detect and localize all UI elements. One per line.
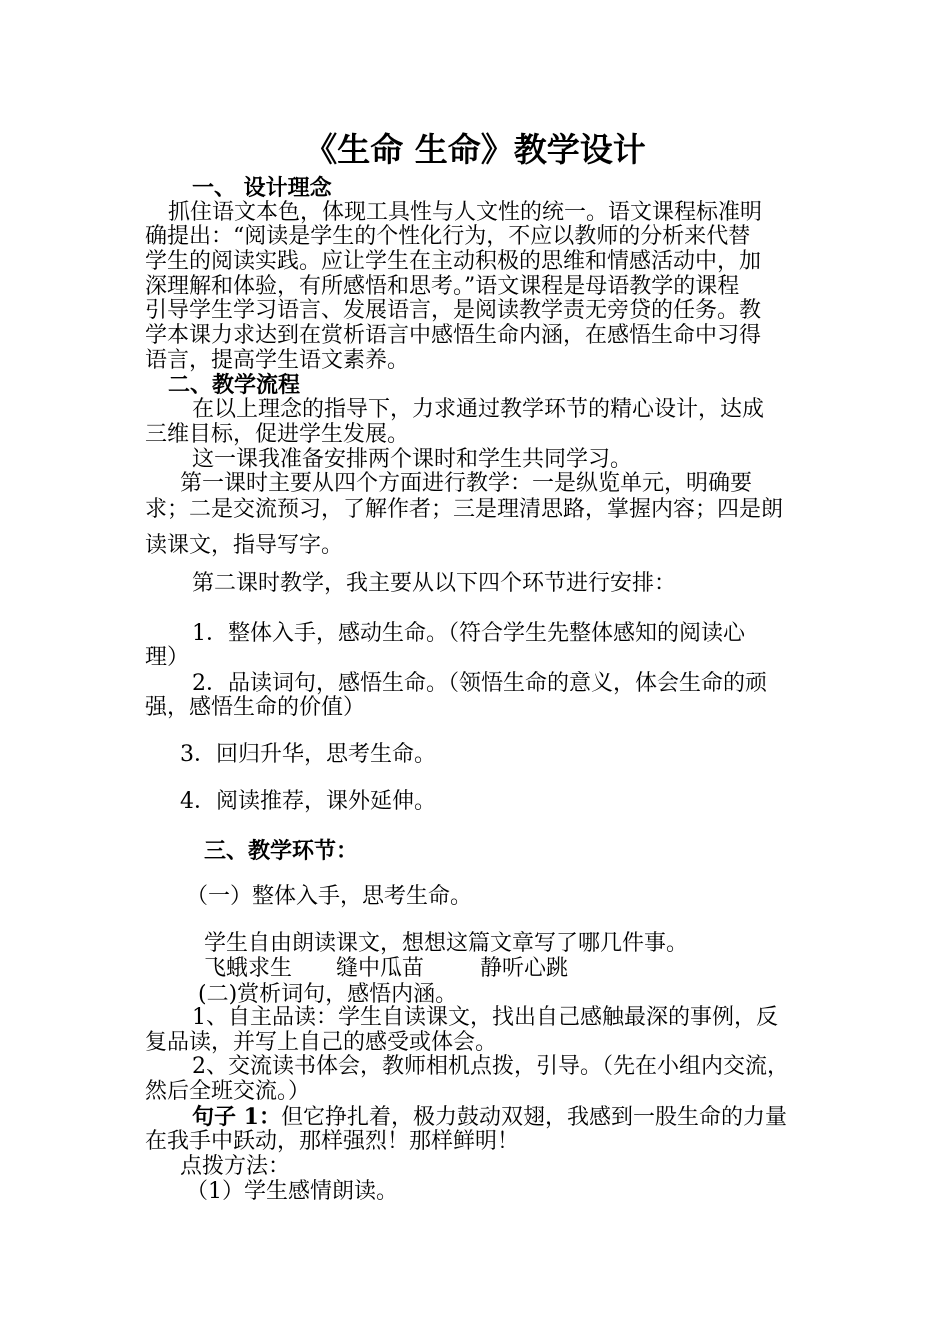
sentence-label: 句子 1： <box>192 1104 281 1130</box>
paragraph-line: 引导学生学习语言、发展语言，是阅读教学责无旁贷的任务。教 <box>145 298 762 323</box>
paragraph-line: 在以上理念的指导下，力求通过教学环节的精心设计，达成 <box>192 397 765 422</box>
paragraph-line: 第二课时教学，我主要从以下四个环节进行安排： <box>192 571 677 596</box>
paragraph-line: 然后全班交流。） <box>145 1079 311 1104</box>
paragraph-line: 第一课时主要从四个方面进行教学：一是纵览单元，明确要 <box>180 471 753 496</box>
paragraph-line: 复品读，并写上自己的感受或体会。 <box>145 1030 498 1055</box>
paragraph-line: 学生自由朗读课文，想想这篇文章写了哪几件事。 <box>204 931 689 956</box>
list-item: 3．回归升华，思考生命。 <box>180 742 436 767</box>
sentence-line: 在我手中跃动，那样强烈！那样鲜明！ <box>145 1129 520 1154</box>
subsection-heading: (二)赏析词句，感悟内涵。 <box>198 982 458 1007</box>
paragraph-line: 深理解和体验，有所感悟和思考。”语文课程是母语教学的课程 <box>145 274 740 299</box>
event-item: 静听心跳 <box>480 956 569 981</box>
subsection-heading: （一）整体入手，思考生命。 <box>186 884 473 909</box>
event-item: 缝中瓜苗 <box>336 956 425 981</box>
sentence-text: 但它挣扎着，极力鼓动双翅，我感到一股生命的力量 <box>280 1105 787 1130</box>
section-heading-design-concept: 一、 设计理念 <box>192 175 332 201</box>
paragraph-line: 1、自主品读：学生自读课文，找出自己感触最深的事例，反 <box>192 1005 778 1030</box>
paragraph-line: 确提出：“阅读是学生的个性化行为，不应以教师的分析来代替 <box>145 224 751 249</box>
section-heading-teaching-steps: 三、教学环节： <box>204 838 359 864</box>
paragraph-line: 求；二是交流预习，了解作者；三是理清思路，掌握内容；四是朗 <box>145 497 784 522</box>
sentence-line <box>192 1105 860 1130</box>
paragraph-line: 点拨方法： <box>180 1154 291 1179</box>
list-item: 1．整体入手，感动生命。（符合学生先整体感知的阅读心 <box>192 621 745 646</box>
event-item: 飞蛾求生 <box>204 956 293 981</box>
paragraph-line: 读课文，指导写字。 <box>145 533 344 558</box>
paragraph-line: 学本课力求达到在赏析语言中感悟生命内涵，在感悟生命中习得 <box>145 323 762 348</box>
paragraph-line: （1）学生感情朗读。 <box>186 1179 398 1204</box>
list-item: 强，感悟生命的价值） <box>145 695 366 720</box>
page-title: 《生命 生命》教学设计 <box>304 130 646 169</box>
paragraph-line: 这一课我准备安排两个课时和学生共同学习。 <box>192 447 633 472</box>
list-item: 2．品读词句，感悟生命。（领悟生命的意义，体会生命的顽 <box>192 671 767 696</box>
paragraph-line: 三维目标，促进学生发展。 <box>145 422 410 447</box>
list-item: 理） <box>145 645 190 670</box>
paragraph-line: 语言，提高学生语文素养。 <box>145 348 410 373</box>
list-item: 4．阅读推荐，课外延伸。 <box>180 789 436 814</box>
paragraph-line: 抓住语文本色，体现工具性与人文性的统一。语文课程标准明 <box>168 200 763 225</box>
paragraph-line: 2、交流读书体会，教师相机点拨，引导。（先在小组内交流， <box>192 1054 789 1079</box>
section-heading-teaching-flow: 二、教学流程 <box>168 372 301 398</box>
paragraph-line: 学生的阅读实践。应让学生在主动积极的思维和情感活动中，加 <box>145 249 762 274</box>
